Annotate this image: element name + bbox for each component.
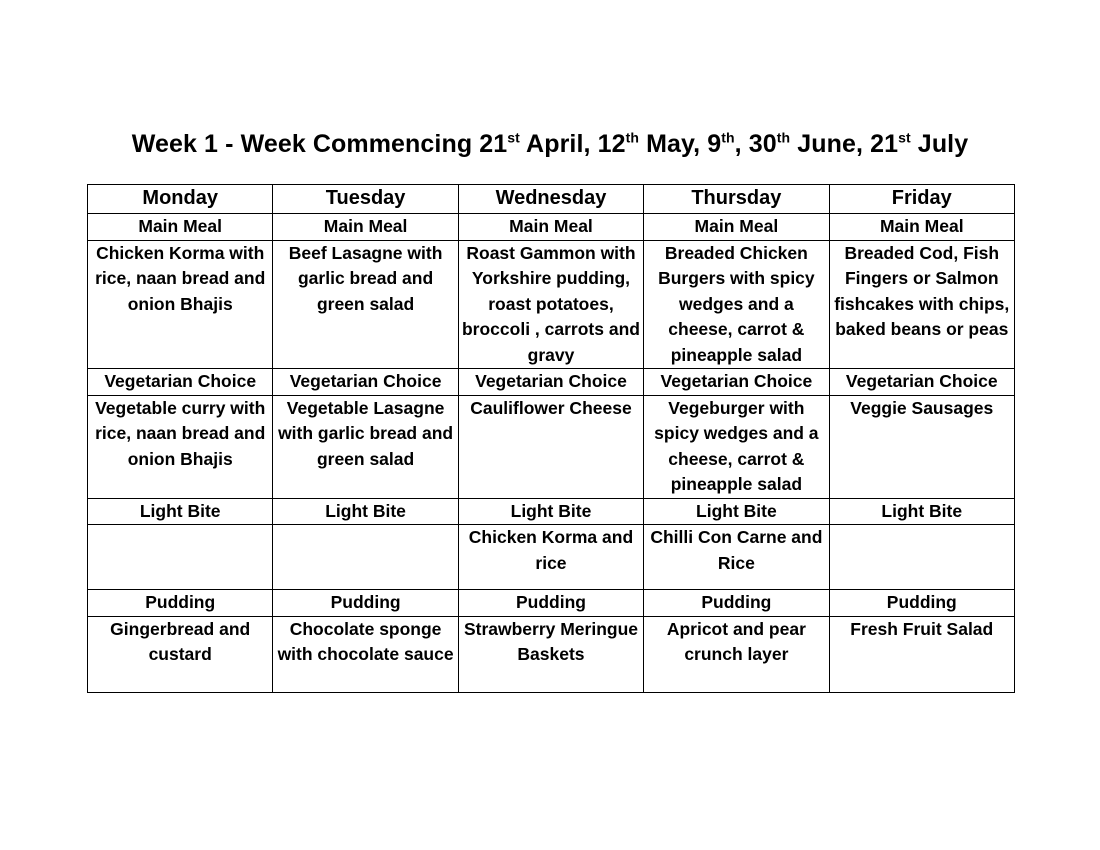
light-bite-row bbox=[88, 525, 1015, 590]
day-header-row bbox=[88, 185, 1015, 214]
main-meal-friday: Breaded Cod, Fish Fingers or Salmon fishcakes with chips, baked beans or peas bbox=[829, 240, 1014, 369]
main-meal-label: Main Meal bbox=[458, 214, 643, 241]
vegetarian-label: Vegetarian Choice bbox=[644, 369, 829, 396]
vegetarian-wednesday: Cauliflower Cheese bbox=[458, 395, 643, 498]
title-superscript: st bbox=[507, 129, 520, 146]
vegetarian-friday: Veggie Sausages bbox=[829, 395, 1014, 498]
day-header-tuesday: Tuesday bbox=[273, 185, 458, 214]
light-bite-label: Light Bite bbox=[88, 498, 273, 525]
vegetarian-monday: Vegetable curry with rice, naan bread and onion Bhajis bbox=[88, 395, 273, 498]
light-bite-thursday: Chilli Con Carne and Rice bbox=[644, 525, 829, 590]
main-meal-row bbox=[88, 240, 1015, 369]
main-meal-wednesday: Roast Gammon with Yorkshire pudding, roast potatoes, broccoli , carrots and gravy bbox=[458, 240, 643, 369]
pudding-label: Pudding bbox=[88, 590, 273, 617]
title-text: April, 12 bbox=[519, 130, 626, 158]
vegetarian-label: Vegetarian Choice bbox=[88, 369, 273, 396]
title-text: June, 21 bbox=[790, 130, 899, 158]
main-meal-monday: Chicken Korma with rice, naan bread and onion Bhajis bbox=[88, 240, 273, 369]
light-bite-label: Light Bite bbox=[273, 498, 458, 525]
vegetarian-label: Vegetarian Choice bbox=[273, 369, 458, 396]
page-title bbox=[0, 130, 1100, 159]
main-meal-thursday: Breaded Chicken Burgers with spicy wedges and a cheese, carrot & pineapple salad bbox=[644, 240, 829, 369]
menu-table bbox=[87, 184, 1015, 693]
main-meal-label: Main Meal bbox=[88, 214, 273, 241]
vegetarian-tuesday: Vegetable Lasagne with garlic bread and green salad bbox=[273, 395, 458, 498]
pudding-label: Pudding bbox=[458, 590, 643, 617]
day-header-friday: Friday bbox=[829, 185, 1014, 214]
title-text: May, 9 bbox=[639, 130, 722, 158]
pudding-label: Pudding bbox=[644, 590, 829, 617]
light-bite-wednesday: Chicken Korma and rice bbox=[458, 525, 643, 590]
title-superscript: th bbox=[776, 129, 791, 146]
light-bite-tuesday bbox=[273, 525, 458, 590]
pudding-wednesday: Strawberry Meringue Baskets bbox=[458, 616, 643, 692]
title-superscript: st bbox=[898, 129, 911, 146]
pudding-row bbox=[88, 616, 1015, 692]
pudding-label: Pudding bbox=[829, 590, 1014, 617]
vegetarian-thursday: Vegeburger with spicy wedges and a cheese, carrot & pineapple salad bbox=[644, 395, 829, 498]
vegetarian-row bbox=[88, 395, 1015, 498]
pudding-tuesday: Chocolate sponge with chocolate sauce bbox=[273, 616, 458, 692]
main-meal-label: Main Meal bbox=[273, 214, 458, 241]
main-meal-label-row bbox=[88, 214, 1015, 241]
light-bite-label: Light Bite bbox=[644, 498, 829, 525]
title-superscript: th bbox=[625, 129, 640, 146]
pudding-label: Pudding bbox=[273, 590, 458, 617]
pudding-monday: Gingerbread and custard bbox=[88, 616, 273, 692]
title-text: July bbox=[910, 130, 969, 158]
pudding-thursday: Apricot and pear crunch layer bbox=[644, 616, 829, 692]
title-superscript: th bbox=[721, 129, 735, 146]
vegetarian-label: Vegetarian Choice bbox=[829, 369, 1014, 396]
pudding-label-row bbox=[88, 590, 1015, 617]
light-bite-label-row bbox=[88, 498, 1015, 525]
day-header-thursday: Thursday bbox=[644, 185, 829, 214]
light-bite-label: Light Bite bbox=[829, 498, 1014, 525]
title-text: , 30 bbox=[734, 130, 777, 158]
main-meal-label: Main Meal bbox=[829, 214, 1014, 241]
light-bite-label: Light Bite bbox=[458, 498, 643, 525]
title-text: Week 1 - Week Commencing 21 bbox=[131, 130, 508, 158]
main-meal-label: Main Meal bbox=[644, 214, 829, 241]
vegetarian-label: Vegetarian Choice bbox=[458, 369, 643, 396]
light-bite-friday bbox=[829, 525, 1014, 590]
day-header-wednesday: Wednesday bbox=[458, 185, 643, 214]
main-meal-tuesday: Beef Lasagne with garlic bread and green salad bbox=[273, 240, 458, 369]
day-header-monday: Monday bbox=[88, 185, 273, 214]
pudding-friday: Fresh Fruit Salad bbox=[829, 616, 1014, 692]
light-bite-monday bbox=[88, 525, 273, 590]
vegetarian-label-row bbox=[88, 369, 1015, 396]
